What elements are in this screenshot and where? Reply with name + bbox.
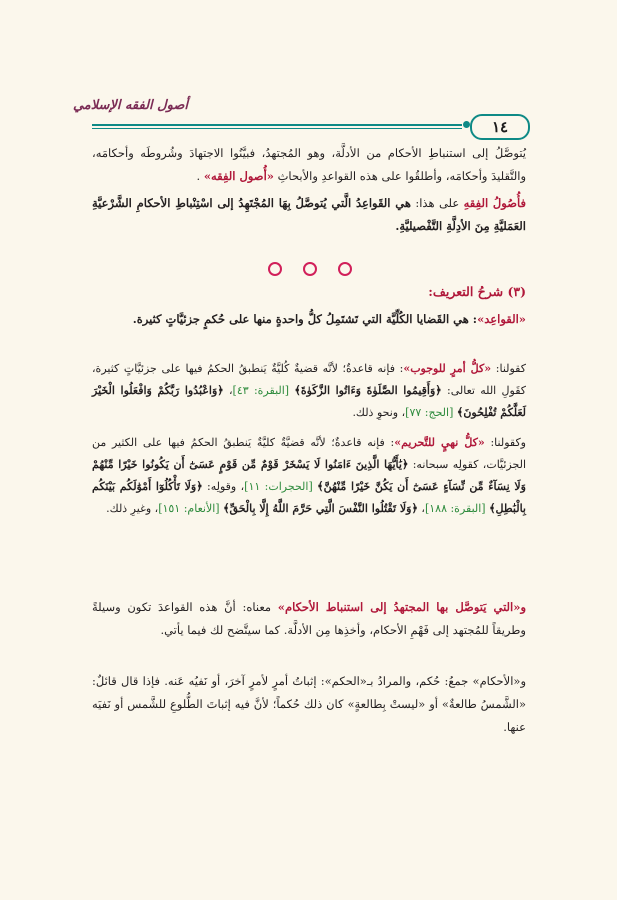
- example2-a: وكقولنا:: [484, 436, 526, 449]
- circle-icon: [303, 262, 317, 276]
- definition-lead: فأُصُولُ الفِقهِ: [463, 196, 526, 210]
- intro-text: يُتوصَّلُ إلى استنباطِ الأحكام من الأدلَّة، وهو المُجتهدُ، فبيَّنُوا الاجتهادَ وشُروطَه وأحكامَه، والتَّقليدَ وأحكامَه، وأطلقُوا على هذه القواعدِ والأبحاثِ: [92, 146, 526, 183]
- example1-quote: «كلُّ أمرٍ للوجوب»: [403, 362, 492, 375]
- tawassul-paragraph: [92, 596, 526, 642]
- example2-quote: «كلُّ نهيٍ للتَّحريم»: [394, 436, 485, 449]
- ahkam-text: و«الأحكام» جمعُ: حُكم، والمرادُ بـ«الحكم»: إثباتُ أمرٍ لأمرٍ آخرَ، أو نَفيُه عَنه. فإذا قال قائلٌ: «الشَّمسُ طالعةٌ» أو «ليستْ بِطالعةٍ» كان ذلك حُكماً؛ لأنَّ فيه إثباتَ الطُّلوعِ للشَّمس أو نَفيَه عنها.: [92, 674, 526, 734]
- example2-verse3: ﴿وَلَا تَقْتُلُوا النَّفْسَ الَّتِي حَرَّمَ اللَّهُ إِلَّا بِالْحَقِّ﴾: [223, 502, 418, 515]
- example1-a: كقولنا:: [491, 362, 526, 375]
- example1-ref2: [الحج: ٧٧]: [405, 406, 454, 419]
- example1-ref1: [البقرة: ٤٣]: [232, 384, 290, 397]
- example2-c: ، وقولِه:: [202, 480, 245, 493]
- example2-paragraph: [92, 432, 526, 520]
- definition-mid: على هذا:: [410, 196, 464, 210]
- ahkam-paragraph: [92, 670, 526, 739]
- intro-paragraph: [92, 142, 526, 188]
- example2-verse1: ﴿يَٰأَيُّهَا الَّذِينَ ءَامَنُوا لَا يَسْخَرْ قَوْمٌ مِّن قَوْمٍ عَسَىٰٓ أَن يَكُونُوا خَيْرًا مِّنْهُمْ وَلَا نِسَآءٌ مِّن نِّسَآءٍ عَسَىٰٓ أَن يَكُنَّ خَيْرًا مِّنْهُنَّ﴾: [92, 458, 526, 493]
- example2-ref3: [الأنعام: ١٥١]: [158, 502, 220, 515]
- example2-d: ،: [417, 502, 425, 515]
- example1-verse1: ﴿وَأَقِيمُوا الصَّلَوٰةَ وَءَاتُوا الزَّكَوٰةَ﴾: [294, 384, 442, 397]
- definition-body: هي القَواعِدُ الَّتي يُتوصَّلُ بِهَا المُجْتَهِدُ إلى اسْتِنْباطِ الأحكامِ الشَّرْعيَّةِ العَمَليَّةِ مِنَ الأدِلَّةِ التَّفْصيليَّةِ.: [92, 196, 526, 233]
- qawaid-body: : هي القَضايا الكُلِّيَّة التي تَشتَمِلُ كلُّ واحدةٍ منها على حُكمٍ جزئيَّاتٍ كثيرة.: [132, 312, 478, 326]
- tawassul-quote: و«التي يَتوصَّل بها المجتهدُ إلى استنباط الأحكام»: [277, 600, 526, 614]
- example2-e: ، وغيرِ ذلك.: [106, 502, 159, 515]
- example1-paragraph: [92, 358, 526, 424]
- circle-icon: [268, 262, 282, 276]
- qawaid-term: «القواعِد»: [477, 312, 526, 326]
- example2-verse2: ﴿وَلَا تَأْكُلُوٓا أَمْوَٰلَكُم بَيْنَكُم بِالْبَٰطِلِ﴾: [92, 480, 526, 515]
- circle-icon: [338, 262, 352, 276]
- intro-end: .: [196, 169, 201, 183]
- qawaid-paragraph: [92, 308, 526, 331]
- running-title: أصول الفقه الإسلامي: [72, 98, 188, 113]
- example2-ref2: [البقرة: ١٨٨]: [424, 502, 486, 515]
- example1-verse2: ﴿وَاعْبُدُوا رَبَّكُمْ وَافْعَلُوا الْخَيْرَ لَعَلَّكُمْ تُفْلِحُونَ﴾: [92, 384, 526, 419]
- intro-term: «أُصول الفِقه»: [203, 169, 274, 183]
- badge-dot-left: [463, 121, 470, 128]
- example1-b: : فإنه قاعدةٌ؛ لأنَّه قضيةٌ كُليَّةٌ يَنطبقُ الحكمُ فيها على جزئيَّاتٍ كثيرة، كقَولِ الله تعالى:: [92, 362, 526, 397]
- example1-d: ، ونحوِ ذلك.: [352, 406, 406, 419]
- section-heading: (٣) شرحُ التعريف:: [428, 284, 526, 299]
- example2-b: : فإنه قاعدةٌ؛ لأنَّه قضيَّةٌ كليَّةٌ يَنطبقُ الحكمُ فيها على الكثير من الجزئيَّات، كقولِه سبحانه:: [92, 436, 526, 471]
- definition-paragraph: [92, 192, 526, 238]
- tawassul-body: معناه: أنَّ هذه القواعدَ تكون وسيلةً وطريقاً للمُجتهد إلى فَهْمِ الأحكام، وأخذِها مِن الأدلَّة. كما سيتَّضح لك فيما يأتي.: [92, 600, 526, 637]
- example2-ref1: [الحجرات: ١١]: [244, 480, 313, 493]
- example1-c: ،: [223, 384, 233, 397]
- header-rule-thin: [92, 128, 462, 129]
- header-rule: [92, 124, 462, 126]
- separator-circles: [268, 262, 352, 278]
- page-number: ١٤: [470, 114, 530, 140]
